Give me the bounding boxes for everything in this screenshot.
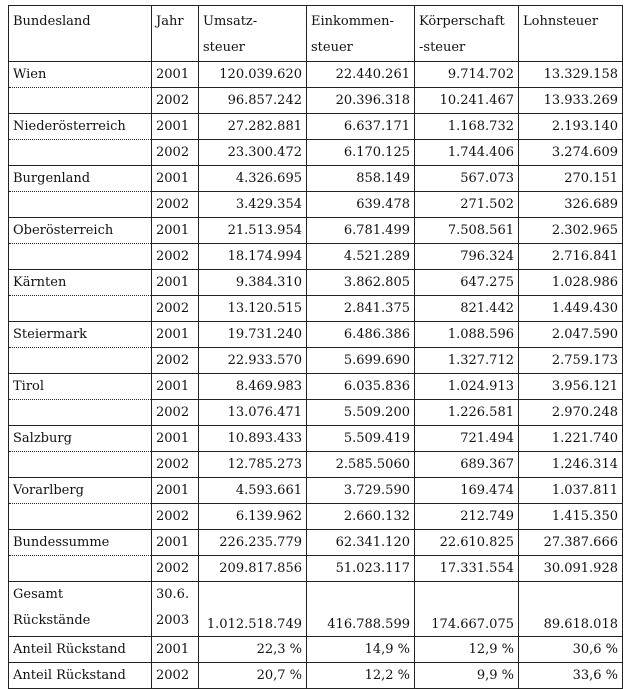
cell-lohnsteuer: 1.415.350 [519, 504, 623, 530]
header-koerperschaftsteuer [415, 6, 519, 62]
header-einkommensteuer-line1: Einkommen- [311, 14, 394, 29]
cell-lohnsteuer: 1.037.811 [519, 478, 623, 504]
cell-koerperschaftsteuer: 821.442 [415, 296, 519, 322]
cell-koerperschaftsteuer: 10.241.467 [415, 88, 519, 114]
table-row [9, 530, 623, 556]
table-row [9, 400, 623, 426]
cell-jahr: 2002 [152, 88, 199, 114]
anteil-einkommensteuer: 12,2 % [307, 663, 415, 689]
gesamt-label [9, 582, 152, 637]
table-row [9, 244, 623, 270]
cell-einkommensteuer: 2.585.5060 [307, 452, 415, 478]
cell-einkommensteuer: 5.509.419 [307, 426, 415, 452]
cell-bundesland: Wien [9, 62, 152, 88]
cell-koerperschaftsteuer: 689.367 [415, 452, 519, 478]
table-row [9, 62, 623, 88]
table-row [9, 452, 623, 478]
cell-jahr: 2002 [152, 504, 199, 530]
cell-jahr: 2001 [152, 218, 199, 244]
gesamt-umsatzsteuer: 1.012.518.749 [199, 582, 307, 637]
cell-umsatzsteuer: 120.039.620 [199, 62, 307, 88]
cell-jahr: 2001 [152, 62, 199, 88]
cell-einkommensteuer: 858.149 [307, 166, 415, 192]
cell-jahr: 2001 [152, 374, 199, 400]
table-row [9, 192, 623, 218]
cell-koerperschaftsteuer: 169.474 [415, 478, 519, 504]
anteil-row-2001 [9, 637, 623, 663]
anteil-einkommensteuer: 14,9 % [307, 637, 415, 663]
cell-umsatzsteuer: 96.857.242 [199, 88, 307, 114]
cell-lohnsteuer: 1.221.740 [519, 426, 623, 452]
cell-koerperschaftsteuer: 1.088.596 [415, 322, 519, 348]
table-row [9, 374, 623, 400]
table-row [9, 270, 623, 296]
table-row [9, 296, 623, 322]
anteil-label: Anteil Rückstand [9, 637, 152, 663]
cell-einkommensteuer: 5.699.690 [307, 348, 415, 374]
anteil-umsatzsteuer: 22,3 % [199, 637, 307, 663]
header-bundesland: Bundesland [9, 6, 152, 62]
anteil-jahr: 2001 [152, 637, 199, 663]
cell-jahr: 2002 [152, 556, 199, 582]
cell-bundesland: Salzburg [9, 426, 152, 452]
cell-bundesland [9, 348, 152, 374]
cell-koerperschaftsteuer: 1.024.913 [415, 374, 519, 400]
gesamt-jahr [152, 582, 199, 637]
cell-koerperschaftsteuer: 9.714.702 [415, 62, 519, 88]
cell-umsatzsteuer: 21.513.954 [199, 218, 307, 244]
table-row [9, 322, 623, 348]
cell-umsatzsteuer: 18.174.994 [199, 244, 307, 270]
cell-bundesland [9, 400, 152, 426]
cell-lohnsteuer: 30.091.928 [519, 556, 623, 582]
cell-umsatzsteuer: 10.893.433 [199, 426, 307, 452]
tax-table [8, 5, 623, 689]
cell-einkommensteuer: 2.841.375 [307, 296, 415, 322]
table-body [9, 62, 623, 582]
cell-koerperschaftsteuer: 1.226.581 [415, 400, 519, 426]
cell-lohnsteuer: 2.759.173 [519, 348, 623, 374]
cell-jahr: 2001 [152, 166, 199, 192]
gesamt-label-line1: Gesamt [13, 587, 64, 602]
cell-bundesland [9, 244, 152, 270]
cell-einkommensteuer: 20.396.318 [307, 88, 415, 114]
cell-lohnsteuer: 270.151 [519, 166, 623, 192]
gesamt-lohnsteuer: 89.618.018 [519, 582, 623, 637]
table-row [9, 140, 623, 166]
cell-bundesland [9, 556, 152, 582]
cell-einkommensteuer: 22.440.261 [307, 62, 415, 88]
anteil-jahr: 2002 [152, 663, 199, 689]
cell-koerperschaftsteuer: 271.502 [415, 192, 519, 218]
cell-jahr: 2002 [152, 452, 199, 478]
cell-jahr: 2001 [152, 114, 199, 140]
cell-bundesland [9, 296, 152, 322]
cell-lohnsteuer: 1.449.430 [519, 296, 623, 322]
cell-einkommensteuer: 639.478 [307, 192, 415, 218]
anteil-lohnsteuer: 33,6 % [519, 663, 623, 689]
cell-bundesland: Bundessumme [9, 530, 152, 556]
cell-bundesland: Oberösterreich [9, 218, 152, 244]
cell-koerperschaftsteuer: 7.508.561 [415, 218, 519, 244]
anteil-umsatzsteuer: 20,7 % [199, 663, 307, 689]
cell-koerperschaftsteuer: 17.331.554 [415, 556, 519, 582]
cell-umsatzsteuer: 23.300.472 [199, 140, 307, 166]
cell-lohnsteuer: 2.302.965 [519, 218, 623, 244]
header-einkommensteuer [307, 6, 415, 62]
cell-lohnsteuer: 13.933.269 [519, 88, 623, 114]
cell-jahr: 2002 [152, 140, 199, 166]
cell-koerperschaftsteuer: 1.744.406 [415, 140, 519, 166]
cell-umsatzsteuer: 226.235.779 [199, 530, 307, 556]
cell-umsatzsteuer: 4.593.661 [199, 478, 307, 504]
cell-umsatzsteuer: 12.785.273 [199, 452, 307, 478]
cell-lohnsteuer: 326.689 [519, 192, 623, 218]
cell-einkommensteuer: 6.781.499 [307, 218, 415, 244]
cell-koerperschaftsteuer: 567.073 [415, 166, 519, 192]
cell-umsatzsteuer: 4.326.695 [199, 166, 307, 192]
cell-lohnsteuer: 13.329.158 [519, 62, 623, 88]
cell-bundesland: Kärnten [9, 270, 152, 296]
cell-jahr: 2002 [152, 192, 199, 218]
cell-lohnsteuer: 2.716.841 [519, 244, 623, 270]
cell-jahr: 2001 [152, 478, 199, 504]
cell-bundesland: Niederösterreich [9, 114, 152, 140]
cell-umsatzsteuer: 19.731.240 [199, 322, 307, 348]
cell-lohnsteuer: 2.970.248 [519, 400, 623, 426]
header-umsatzsteuer-line2: steuer [203, 40, 245, 55]
cell-koerperschaftsteuer: 212.749 [415, 504, 519, 530]
cell-koerperschaftsteuer: 1.168.732 [415, 114, 519, 140]
header-lohnsteuer: Lohnsteuer [519, 6, 623, 62]
cell-einkommensteuer: 6.035.836 [307, 374, 415, 400]
gesamt-koerperschaftsteuer: 174.667.075 [415, 582, 519, 637]
cell-einkommensteuer: 6.170.125 [307, 140, 415, 166]
gesamt-label-line2: Rückstände [13, 613, 91, 628]
table-row [9, 348, 623, 374]
cell-einkommensteuer: 6.486.386 [307, 322, 415, 348]
table-row [9, 426, 623, 452]
cell-jahr: 2002 [152, 400, 199, 426]
header-einkommensteuer-line2: steuer [311, 40, 353, 55]
cell-umsatzsteuer: 3.429.354 [199, 192, 307, 218]
cell-einkommensteuer: 4.521.289 [307, 244, 415, 270]
header-jahr: Jahr [152, 6, 199, 62]
cell-lohnsteuer: 1.028.986 [519, 270, 623, 296]
cell-lohnsteuer: 3.956.121 [519, 374, 623, 400]
cell-bundesland [9, 140, 152, 166]
cell-einkommensteuer: 2.660.132 [307, 504, 415, 530]
table-row [9, 114, 623, 140]
cell-umsatzsteuer: 209.817.856 [199, 556, 307, 582]
cell-umsatzsteuer: 6.139.962 [199, 504, 307, 530]
cell-lohnsteuer: 3.274.609 [519, 140, 623, 166]
anteil-row-2002 [9, 663, 623, 689]
gesamt-jahr-line2: 2003 [156, 613, 190, 628]
cell-koerperschaftsteuer: 22.610.825 [415, 530, 519, 556]
cell-umsatzsteuer: 9.384.310 [199, 270, 307, 296]
anteil-koerperschaftsteuer: 12,9 % [415, 637, 519, 663]
anteil-label: Anteil Rückstand [9, 663, 152, 689]
gesamt-jahr-line1: 30.6. [156, 587, 190, 602]
cell-jahr: 2001 [152, 270, 199, 296]
cell-einkommensteuer: 51.023.117 [307, 556, 415, 582]
cell-lohnsteuer: 27.387.666 [519, 530, 623, 556]
anteil-lohnsteuer: 30,6 % [519, 637, 623, 663]
cell-koerperschaftsteuer: 796.324 [415, 244, 519, 270]
cell-bundesland: Vorarlberg [9, 478, 152, 504]
table-row [9, 166, 623, 192]
cell-jahr: 2001 [152, 322, 199, 348]
table-row [9, 88, 623, 114]
cell-bundesland: Burgenland [9, 166, 152, 192]
cell-lohnsteuer: 1.246.314 [519, 452, 623, 478]
cell-umsatzsteuer: 8.469.983 [199, 374, 307, 400]
table-row [9, 556, 623, 582]
cell-einkommensteuer: 5.509.200 [307, 400, 415, 426]
cell-umsatzsteuer: 13.076.471 [199, 400, 307, 426]
gesamt-row [9, 582, 623, 637]
table-footer [9, 582, 623, 689]
cell-lohnsteuer: 2.047.590 [519, 322, 623, 348]
header-umsatzsteuer [199, 6, 307, 62]
cell-koerperschaftsteuer: 721.494 [415, 426, 519, 452]
header-koerperschaftsteuer-line2: -steuer [419, 40, 466, 55]
cell-koerperschaftsteuer: 647.275 [415, 270, 519, 296]
cell-umsatzsteuer: 13.120.515 [199, 296, 307, 322]
cell-jahr: 2002 [152, 348, 199, 374]
cell-jahr: 2002 [152, 296, 199, 322]
table-row [9, 218, 623, 244]
header-row [9, 6, 623, 62]
header-koerperschaftsteuer-line1: Körperschaft [419, 14, 505, 29]
cell-bundesland [9, 504, 152, 530]
cell-bundesland [9, 452, 152, 478]
cell-umsatzsteuer: 27.282.881 [199, 114, 307, 140]
cell-jahr: 2001 [152, 530, 199, 556]
cell-einkommensteuer: 6.637.171 [307, 114, 415, 140]
header-umsatzsteuer-line1: Umsatz- [203, 14, 258, 29]
cell-lohnsteuer: 2.193.140 [519, 114, 623, 140]
cell-bundesland [9, 192, 152, 218]
cell-koerperschaftsteuer: 1.327.712 [415, 348, 519, 374]
cell-bundesland [9, 88, 152, 114]
cell-jahr: 2001 [152, 426, 199, 452]
cell-einkommensteuer: 62.341.120 [307, 530, 415, 556]
table-row [9, 478, 623, 504]
cell-einkommensteuer: 3.729.590 [307, 478, 415, 504]
anteil-koerperschaftsteuer: 9,9 % [415, 663, 519, 689]
cell-jahr: 2002 [152, 244, 199, 270]
cell-bundesland: Steiermark [9, 322, 152, 348]
cell-umsatzsteuer: 22.933.570 [199, 348, 307, 374]
cell-einkommensteuer: 3.862.805 [307, 270, 415, 296]
table-row [9, 504, 623, 530]
gesamt-einkommensteuer: 416.788.599 [307, 582, 415, 637]
cell-bundesland: Tirol [9, 374, 152, 400]
